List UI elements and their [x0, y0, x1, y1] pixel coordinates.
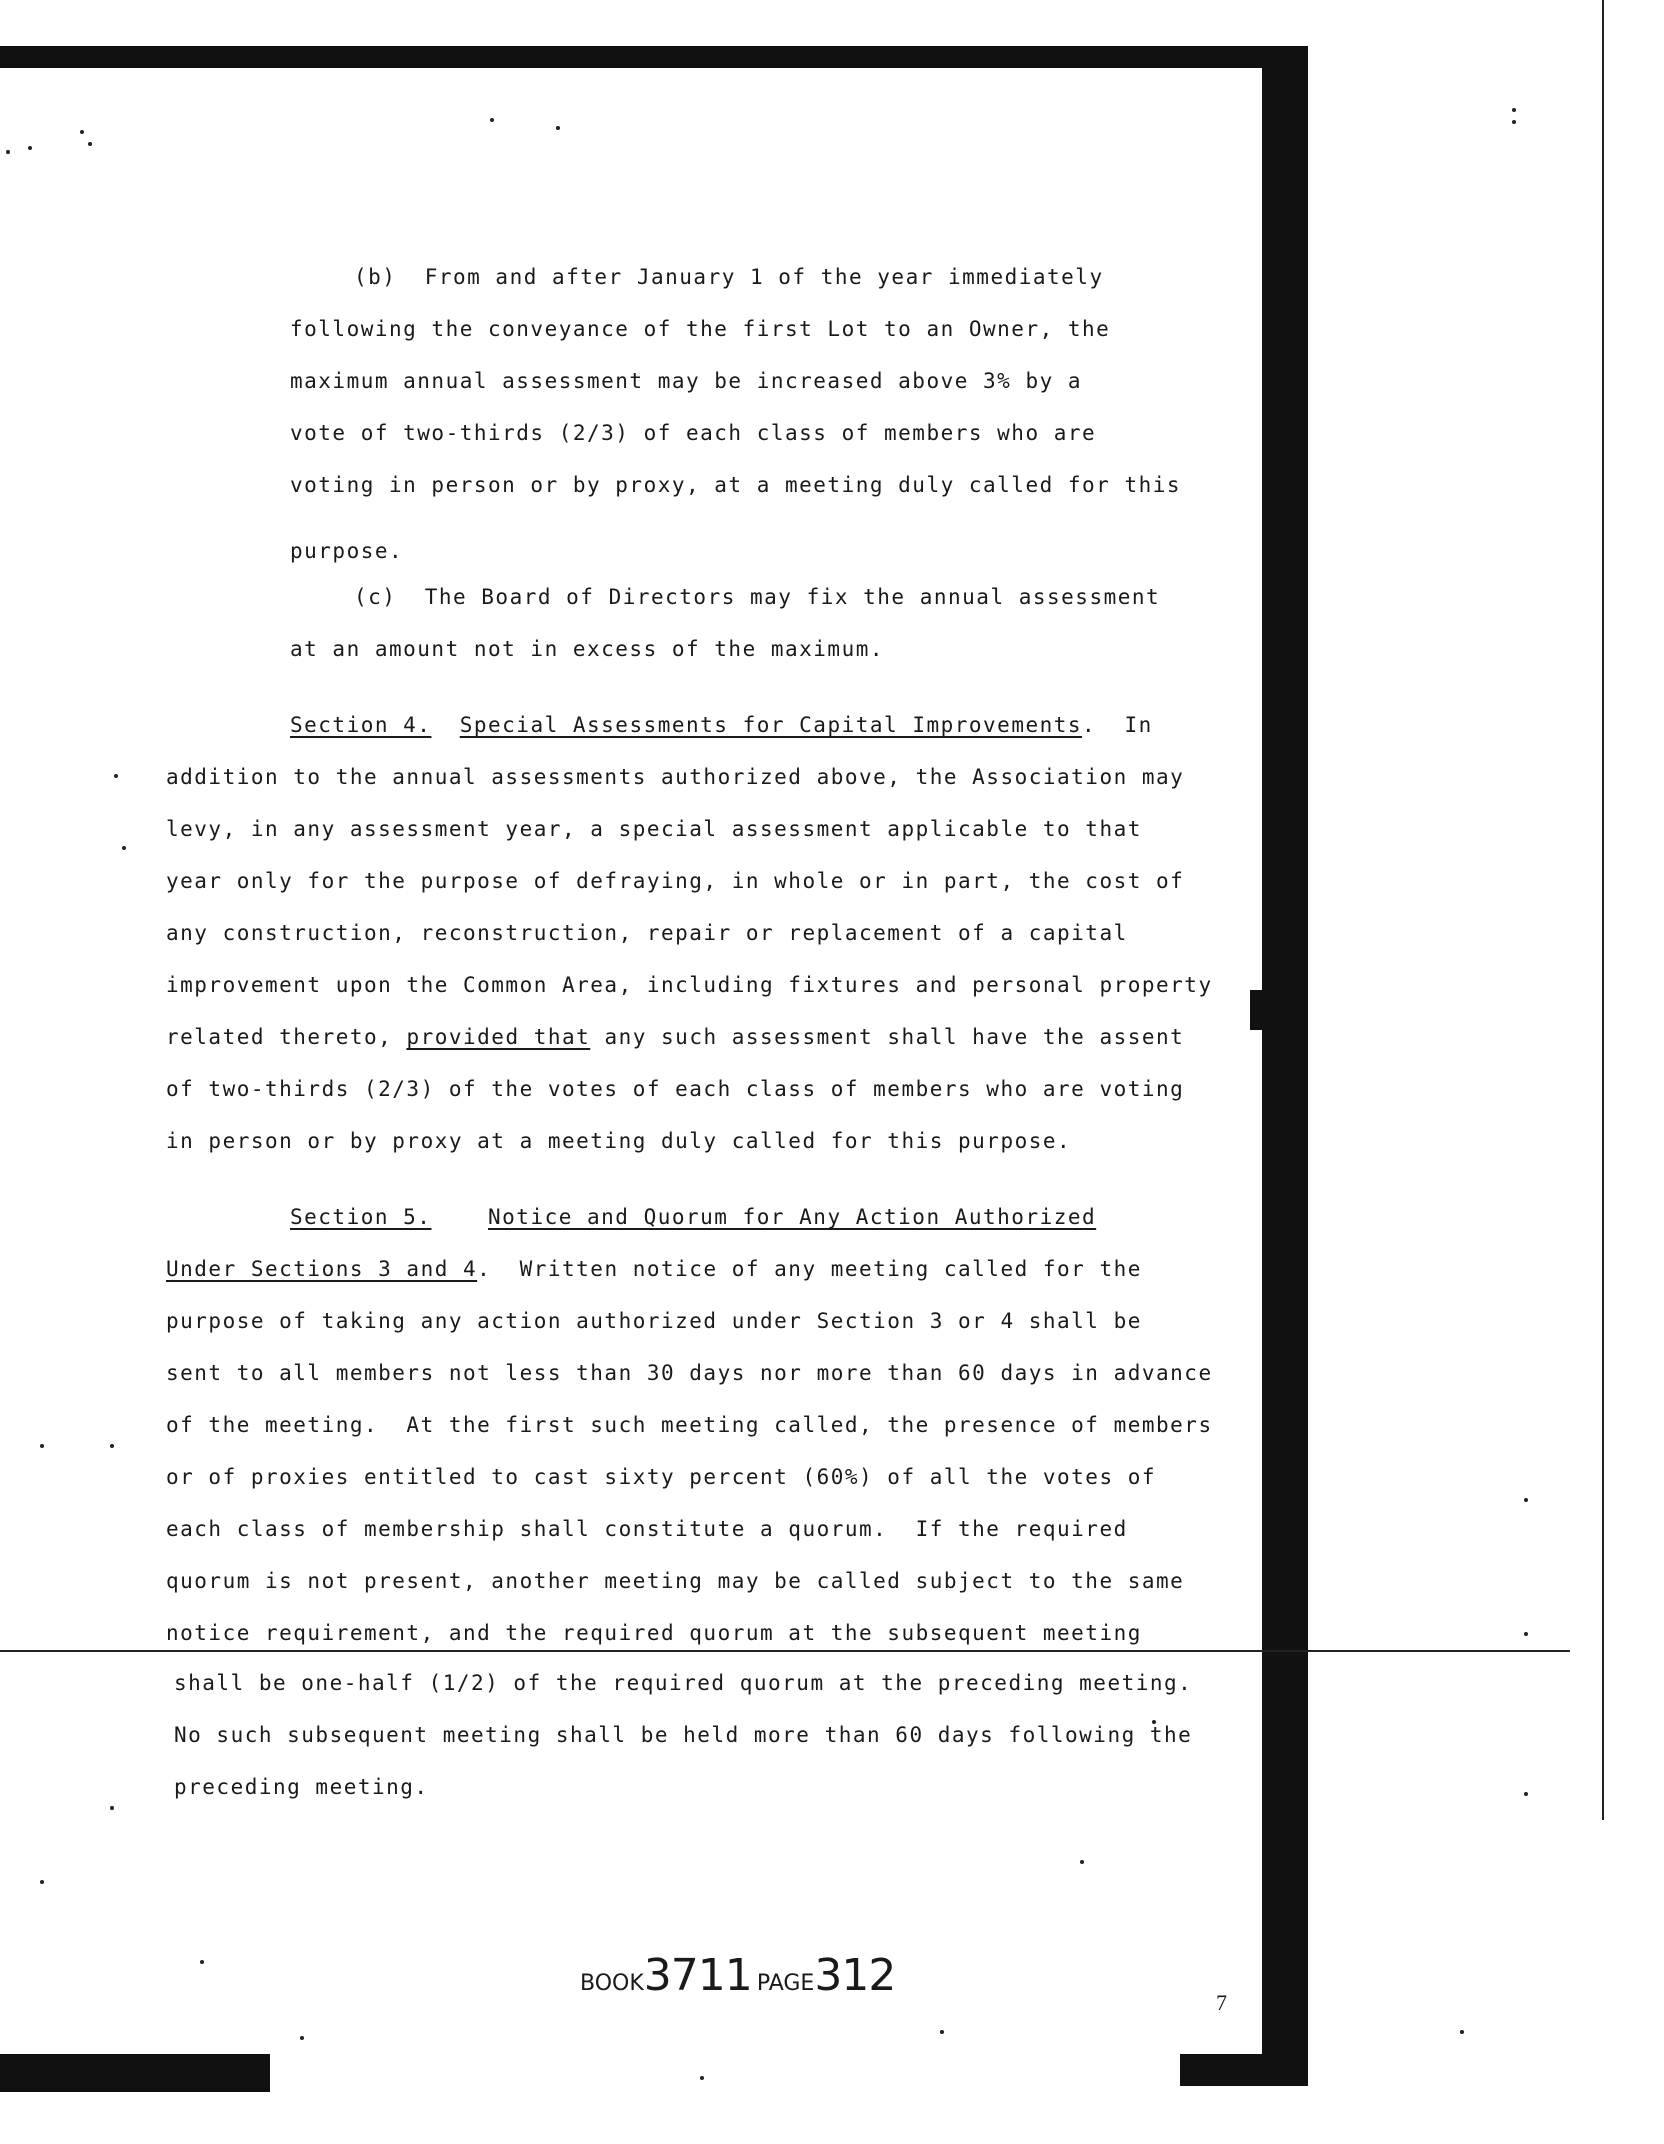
section-5-line: each class of membership shall constitute a quorum. If the required [166, 1517, 1128, 1541]
page-number: 312 [814, 1950, 896, 2001]
section-4-tail: . In [1082, 713, 1153, 737]
scan-speck [40, 1444, 44, 1448]
section-5-line: sent to all members not less than 30 days nor more than 60 days in advance [166, 1361, 1213, 1385]
para-b-line: purpose. [290, 539, 404, 563]
section-5-line: No such subsequent meeting shall be held more than 60 days following the [174, 1723, 1193, 1747]
scan-border-notch [1250, 990, 1274, 1030]
scan-speck [1080, 1860, 1084, 1864]
scan-speck [1524, 1792, 1528, 1796]
section-4-proviso-line [166, 1024, 1184, 1050]
section-5-line: or of proxies entitled to cast sixty percent (60%) of all the votes of [166, 1465, 1157, 1489]
scan-speck [122, 846, 126, 850]
scan-speck [200, 1960, 204, 1964]
scan-bottom-right-border [1180, 2054, 1270, 2086]
scan-speck [1512, 120, 1516, 124]
section-5-heading-1: Notice and Quorum for Any Action Authorized [488, 1205, 1097, 1229]
scan-fold-line [0, 1650, 1570, 1652]
scan-speck [1460, 2030, 1464, 2034]
para-b-line: maximum annual assessment may be increased above 3% by a [290, 369, 1083, 393]
section-4-line: levy, in any assessment year, a special assessment applicable to that [166, 817, 1142, 841]
section-5-line: of the meeting. At the first such meeting called, the presence of members [166, 1413, 1213, 1437]
scan-top-border [0, 46, 1290, 68]
scan-speck [114, 774, 118, 778]
section-5-line: quorum is not present, another meeting may be called subject to the same [166, 1569, 1185, 1593]
section-5-line: notice requirement, and the required quorum at the subsequent meeting [166, 1621, 1142, 1645]
scan-speck [110, 1806, 114, 1810]
book-number: 3711 [643, 1950, 752, 2001]
section-5-heading-2: Under Sections 3 and 4 [166, 1257, 478, 1281]
scan-right-edge-line [1602, 0, 1604, 1820]
scan-speck [88, 142, 92, 146]
book-label: BOOK [580, 1971, 644, 1996]
section-5-line: purpose of taking any action authorized under Section 3 or 4 shall be [166, 1309, 1142, 1333]
scan-speck [110, 1444, 114, 1448]
scan-bottom-left-border [0, 2054, 270, 2092]
scan-speck [6, 150, 10, 154]
scan-speck [40, 1880, 44, 1884]
section-4-title [290, 712, 1153, 738]
section-4-heading: Special Assessments for Capital Improvements [459, 713, 1083, 737]
page-label: PAGE [756, 1971, 815, 1996]
section-4-number: Section 4. [290, 713, 432, 737]
section-4-line: addition to the annual assessments authorized above, the Association may [166, 765, 1185, 789]
section-5-title [290, 1204, 1096, 1230]
section-5-title-2 [166, 1256, 1142, 1282]
scan-speck [940, 2030, 944, 2034]
scan-speck [80, 130, 84, 134]
provided-that: provided that [406, 1025, 591, 1049]
scan-speck [1524, 1632, 1528, 1636]
para-c-line: (c) The Board of Directors may fix the annual assessment [354, 585, 1161, 609]
para-b-line: voting in person or by proxy, at a meeting duly called for this [290, 473, 1182, 497]
section-4-line: any construction, reconstruction, repair or replacement of a capital [166, 921, 1128, 945]
section-4-line: year only for the purpose of defraying, in whole or in part, the cost of [166, 869, 1185, 893]
book-page-stamp [580, 1950, 895, 2001]
scan-right-border [1262, 46, 1308, 2086]
section-5-number: Section 5. [290, 1205, 432, 1229]
para-c-line: at an amount not in excess of the maximum. [290, 637, 885, 661]
section-5-tail: . Written notice of any meeting called for the [477, 1257, 1142, 1281]
scan-speck [556, 126, 560, 130]
para-b-line: vote of two-thirds (2/3) of each class of members who are [290, 421, 1097, 445]
section-4-line: improvement upon the Common Area, including fixtures and personal property [166, 973, 1213, 997]
scan-speck [1524, 1498, 1528, 1502]
scan-speck [300, 2036, 304, 2040]
para-b-line: following the conveyance of the first Lot to an Owner, the [290, 317, 1111, 341]
scan-speck [700, 2076, 704, 2080]
proviso-post: any such assessment shall have the assent [590, 1025, 1185, 1049]
page-index: 7 [1216, 1990, 1227, 2015]
scan-speck [490, 118, 494, 122]
section-4-line: in person or by proxy at a meeting duly called for this purpose. [166, 1129, 1072, 1153]
proviso-pre: related thereto, [166, 1025, 407, 1049]
para-b-line: (b) From and after January 1 of the year immediately [354, 265, 1104, 289]
scan-speck [1512, 108, 1516, 112]
section-5-line: preceding meeting. [174, 1775, 429, 1799]
scan-speck [28, 146, 32, 150]
section-4-line: of two-thirds (2/3) of the votes of each class of members who are voting [166, 1077, 1185, 1101]
section-5-line: shall be one-half (1/2) of the required quorum at the preceding meeting. [174, 1671, 1193, 1695]
